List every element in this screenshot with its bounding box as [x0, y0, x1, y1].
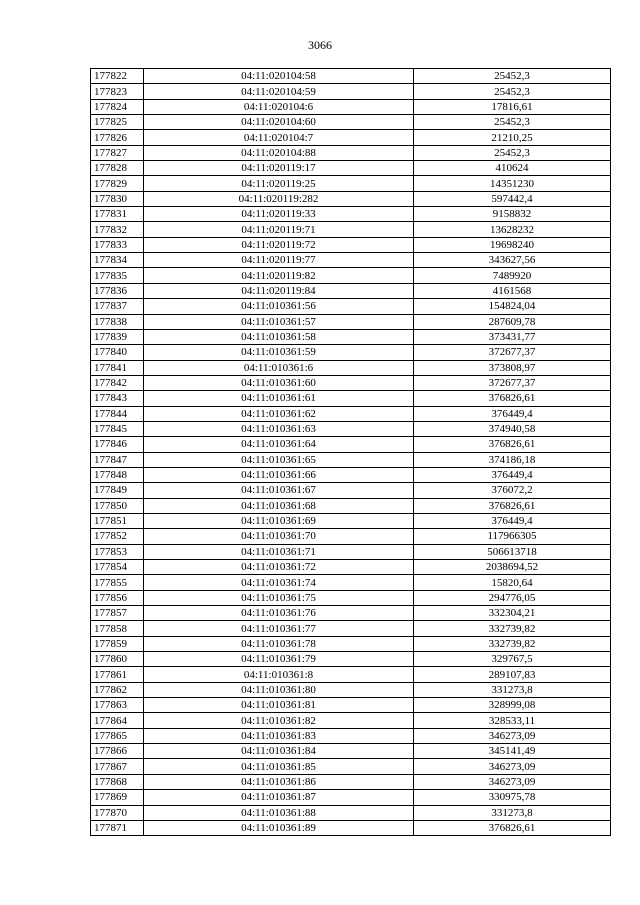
table-row: [91, 498, 611, 513]
cadastral-value-cell: 373431,77: [414, 329, 611, 344]
cadastral-value-cell: 376449,4: [414, 467, 611, 482]
row-number-cell: 177833: [91, 237, 144, 252]
row-number-cell: 177854: [91, 560, 144, 575]
page-number: 3066: [308, 38, 332, 52]
row-number-cell: 177832: [91, 222, 144, 237]
row-number-cell: 177848: [91, 467, 144, 482]
cadastral-value-cell: 154824,04: [414, 299, 611, 314]
row-number-cell: 177826: [91, 130, 144, 145]
table-row: [91, 161, 611, 176]
row-number-cell: 177828: [91, 161, 144, 176]
row-number-cell: 177834: [91, 253, 144, 268]
cadastral-value-cell: 597442,4: [414, 191, 611, 206]
row-number-cell: 177827: [91, 145, 144, 160]
row-number-cell: 177837: [91, 299, 144, 314]
cadastral-value-cell: 19698240: [414, 237, 611, 252]
cadastral-number-cell: 04:11:010361:58: [144, 329, 414, 344]
cadastral-value-cell: 329767,5: [414, 652, 611, 667]
row-number-cell: 177862: [91, 682, 144, 697]
row-number-cell: 177844: [91, 406, 144, 421]
table-row: [91, 69, 611, 84]
cadastral-value-cell: 376449,4: [414, 406, 611, 421]
table-row: [91, 237, 611, 252]
cadastral-number-cell: 04:11:010361:63: [144, 421, 414, 436]
row-number-cell: 177825: [91, 115, 144, 130]
table-row: [91, 406, 611, 421]
table-row: [91, 84, 611, 99]
cadastral-number-cell: 04:11:010361:84: [144, 744, 414, 759]
row-number-cell: 177841: [91, 360, 144, 375]
cadastral-number-cell: 04:11:010361:56: [144, 299, 414, 314]
cadastral-number-cell: 04:11:010361:82: [144, 713, 414, 728]
cadastral-number-cell: 04:11:010361:76: [144, 606, 414, 621]
row-number-cell: 177865: [91, 728, 144, 743]
cadastral-number-cell: 04:11:010361:75: [144, 590, 414, 605]
cadastral-value-cell: 376449,4: [414, 513, 611, 528]
row-number-cell: 177857: [91, 606, 144, 621]
table-row: [91, 621, 611, 636]
cadastral-value-cell: 7489920: [414, 268, 611, 283]
cadastral-number-cell: 04:11:010361:72: [144, 560, 414, 575]
cadastral-value-cell: 331273,8: [414, 805, 611, 820]
cadastral-value-cell: 410624: [414, 161, 611, 176]
row-number-cell: 177842: [91, 375, 144, 390]
cadastral-number-cell: 04:11:010361:6: [144, 360, 414, 375]
cadastral-value-cell: 374940,58: [414, 421, 611, 436]
cadastral-value-cell: 328999,08: [414, 698, 611, 713]
cadastral-number-cell: 04:11:010361:62: [144, 406, 414, 421]
cadastral-number-cell: 04:11:010361:68: [144, 498, 414, 513]
cadastral-value-cell: 376826,61: [414, 498, 611, 513]
table-row: [91, 283, 611, 298]
cadastral-number-cell: 04:11:010361:70: [144, 529, 414, 544]
table-row: [91, 253, 611, 268]
row-number-cell: 177840: [91, 345, 144, 360]
cadastral-number-cell: 04:11:020104:60: [144, 115, 414, 130]
cadastral-number-cell: 04:11:010361:57: [144, 314, 414, 329]
table-row: [91, 560, 611, 575]
row-number-cell: 177864: [91, 713, 144, 728]
table-row: [91, 544, 611, 559]
cadastral-value-cell: 2038694,52: [414, 560, 611, 575]
table-row: [91, 790, 611, 805]
table-row: [91, 805, 611, 820]
cadastral-number-cell: 04:11:010361:67: [144, 483, 414, 498]
table-row: [91, 222, 611, 237]
table-row: [91, 636, 611, 651]
table-row: [91, 652, 611, 667]
cadastral-number-cell: 04:11:010361:83: [144, 728, 414, 743]
cadastral-number-cell: 04:11:020119:72: [144, 237, 414, 252]
cadastral-value-cell: 346273,09: [414, 759, 611, 774]
cadastral-value-cell: 374186,18: [414, 452, 611, 467]
cadastral-number-cell: 04:11:010361:86: [144, 774, 414, 789]
cadastral-value-cell: 332739,82: [414, 636, 611, 651]
cadastral-number-cell: 04:11:010361:61: [144, 391, 414, 406]
cadastral-value-cell: 117966305: [414, 529, 611, 544]
row-number-cell: 177856: [91, 590, 144, 605]
cadastral-value-cell: 9158832: [414, 207, 611, 222]
cadastral-number-cell: 04:11:010361:65: [144, 452, 414, 467]
cadastral-value-cell: 25452,3: [414, 69, 611, 84]
cadastral-value-cell: 4161568: [414, 283, 611, 298]
cadastral-number-cell: 04:11:010361:85: [144, 759, 414, 774]
cadastral-value-cell: 376072,2: [414, 483, 611, 498]
row-number-cell: 177845: [91, 421, 144, 436]
table-row: [91, 774, 611, 789]
cadastral-value-cell: 25452,3: [414, 84, 611, 99]
cadastral-number-cell: 04:11:010361:87: [144, 790, 414, 805]
cadastral-number-cell: 04:11:020119:84: [144, 283, 414, 298]
table-row: [91, 483, 611, 498]
table-row: [91, 606, 611, 621]
row-number-cell: 177835: [91, 268, 144, 283]
cadastral-value-cell: 25452,3: [414, 115, 611, 130]
table-row: [91, 360, 611, 375]
table-row: [91, 529, 611, 544]
row-number-cell: 177852: [91, 529, 144, 544]
cadastral-number-cell: 04:11:020104:88: [144, 145, 414, 160]
cadastral-number-cell: 04:11:020104:6: [144, 99, 414, 114]
row-number-cell: 177853: [91, 544, 144, 559]
cadastral-number-cell: 04:11:010361:60: [144, 375, 414, 390]
cadastral-number-cell: 04:11:020119:82: [144, 268, 414, 283]
cadastral-value-cell: 17816,61: [414, 99, 611, 114]
cadastral-number-cell: 04:11:020104:58: [144, 69, 414, 84]
row-number-cell: 177866: [91, 744, 144, 759]
table-row: [91, 299, 611, 314]
cadastral-value-cell: 294776,05: [414, 590, 611, 605]
cadastral-value-cell: 373808,97: [414, 360, 611, 375]
cadastral-number-cell: 04:11:020104:7: [144, 130, 414, 145]
cadastral-number-cell: 04:11:020119:17: [144, 161, 414, 176]
row-number-cell: 177870: [91, 805, 144, 820]
table-row: [91, 759, 611, 774]
table-row: [91, 575, 611, 590]
table-row: [91, 452, 611, 467]
row-number-cell: 177843: [91, 391, 144, 406]
cadastral-number-cell: 04:11:010361:71: [144, 544, 414, 559]
row-number-cell: 177831: [91, 207, 144, 222]
cadastral-number-cell: 04:11:020104:59: [144, 84, 414, 99]
cadastral-number-cell: 04:11:020119:25: [144, 176, 414, 191]
cadastral-value-cell: 13628232: [414, 222, 611, 237]
cadastral-value-cell: 372677,37: [414, 345, 611, 360]
row-number-cell: 177869: [91, 790, 144, 805]
cadastral-value-cell: 346273,09: [414, 774, 611, 789]
row-number-cell: 177855: [91, 575, 144, 590]
row-number-cell: 177838: [91, 314, 144, 329]
table-row: [91, 176, 611, 191]
table-row: [91, 698, 611, 713]
cadastral-value-cell: 506613718: [414, 544, 611, 559]
table-row: [91, 820, 611, 835]
row-number-cell: 177861: [91, 667, 144, 682]
table-row: [91, 345, 611, 360]
cadastral-number-cell: 04:11:010361:81: [144, 698, 414, 713]
row-number-cell: 177836: [91, 283, 144, 298]
table-row: [91, 99, 611, 114]
cadastral-value-cell: 331273,8: [414, 682, 611, 697]
table-row: [91, 667, 611, 682]
table-row: [91, 329, 611, 344]
cadastral-number-cell: 04:11:020119:77: [144, 253, 414, 268]
row-number-cell: 177829: [91, 176, 144, 191]
row-number-cell: 177858: [91, 621, 144, 636]
row-number-cell: 177868: [91, 774, 144, 789]
cadastral-number-cell: 04:11:010361:89: [144, 820, 414, 835]
cadastral-value-cell: 14351230: [414, 176, 611, 191]
cadastral-value-cell: 287609,78: [414, 314, 611, 329]
cadastral-value-cell: 15820,64: [414, 575, 611, 590]
row-number-cell: 177839: [91, 329, 144, 344]
cadastral-value-cell: 21210,25: [414, 130, 611, 145]
cadastral-value-cell: 289107,83: [414, 667, 611, 682]
cadastral-value-cell: 332304,21: [414, 606, 611, 621]
table-row: [91, 437, 611, 452]
row-number-cell: 177850: [91, 498, 144, 513]
cadastral-value-cell: 346273,09: [414, 728, 611, 743]
table-row: [91, 391, 611, 406]
table-row: [91, 590, 611, 605]
row-number-cell: 177860: [91, 652, 144, 667]
table-row: [91, 314, 611, 329]
cadastral-number-cell: 04:11:020119:71: [144, 222, 414, 237]
row-number-cell: 177871: [91, 820, 144, 835]
cadastral-number-cell: 04:11:010361:80: [144, 682, 414, 697]
table-row: [91, 421, 611, 436]
table-row: [91, 145, 611, 160]
table-row: [91, 467, 611, 482]
cadastral-value-cell: 372677,37: [414, 375, 611, 390]
cadastral-number-cell: 04:11:010361:69: [144, 513, 414, 528]
cadastral-number-cell: 04:11:010361:77: [144, 621, 414, 636]
table-row: [91, 375, 611, 390]
table-body: [91, 69, 611, 836]
cadastral-number-cell: 04:11:010361:78: [144, 636, 414, 651]
cadastral-number-cell: 04:11:010361:64: [144, 437, 414, 452]
cadastral-number-cell: 04:11:020119:33: [144, 207, 414, 222]
row-number-cell: 177823: [91, 84, 144, 99]
cadastral-number-cell: 04:11:010361:8: [144, 667, 414, 682]
table-row: [91, 115, 611, 130]
row-number-cell: 177867: [91, 759, 144, 774]
table-row: [91, 130, 611, 145]
table-row: [91, 268, 611, 283]
cadastral-value-cell: 332739,82: [414, 621, 611, 636]
table-row: [91, 207, 611, 222]
table-row: [91, 728, 611, 743]
row-number-cell: 177859: [91, 636, 144, 651]
cadastral-number-cell: 04:11:020119:282: [144, 191, 414, 206]
cadastral-value-cell: 330975,78: [414, 790, 611, 805]
table-row: [91, 191, 611, 206]
cadastral-number-cell: 04:11:010361:74: [144, 575, 414, 590]
cadastral-value-cell: 343627,56: [414, 253, 611, 268]
cadastral-number-cell: 04:11:010361:66: [144, 467, 414, 482]
row-number-cell: 177822: [91, 69, 144, 84]
cadastral-value-cell: 328533,11: [414, 713, 611, 728]
table-row: [91, 744, 611, 759]
cadastral-value-cell: 376826,61: [414, 437, 611, 452]
table-row: [91, 513, 611, 528]
table-row: [91, 682, 611, 697]
cadastral-value-cell: 345141,49: [414, 744, 611, 759]
cadastral-value-cell: 25452,3: [414, 145, 611, 160]
cadastral-value-cell: 376826,61: [414, 820, 611, 835]
cadastral-number-cell: 04:11:010361:59: [144, 345, 414, 360]
table-row: [91, 713, 611, 728]
cadastral-number-cell: 04:11:010361:88: [144, 805, 414, 820]
row-number-cell: 177851: [91, 513, 144, 528]
row-number-cell: 177847: [91, 452, 144, 467]
cadastral-value-cell: 376826,61: [414, 391, 611, 406]
row-number-cell: 177830: [91, 191, 144, 206]
row-number-cell: 177849: [91, 483, 144, 498]
cadastral-table: [90, 68, 611, 836]
row-number-cell: 177824: [91, 99, 144, 114]
row-number-cell: 177863: [91, 698, 144, 713]
row-number-cell: 177846: [91, 437, 144, 452]
cadastral-number-cell: 04:11:010361:79: [144, 652, 414, 667]
